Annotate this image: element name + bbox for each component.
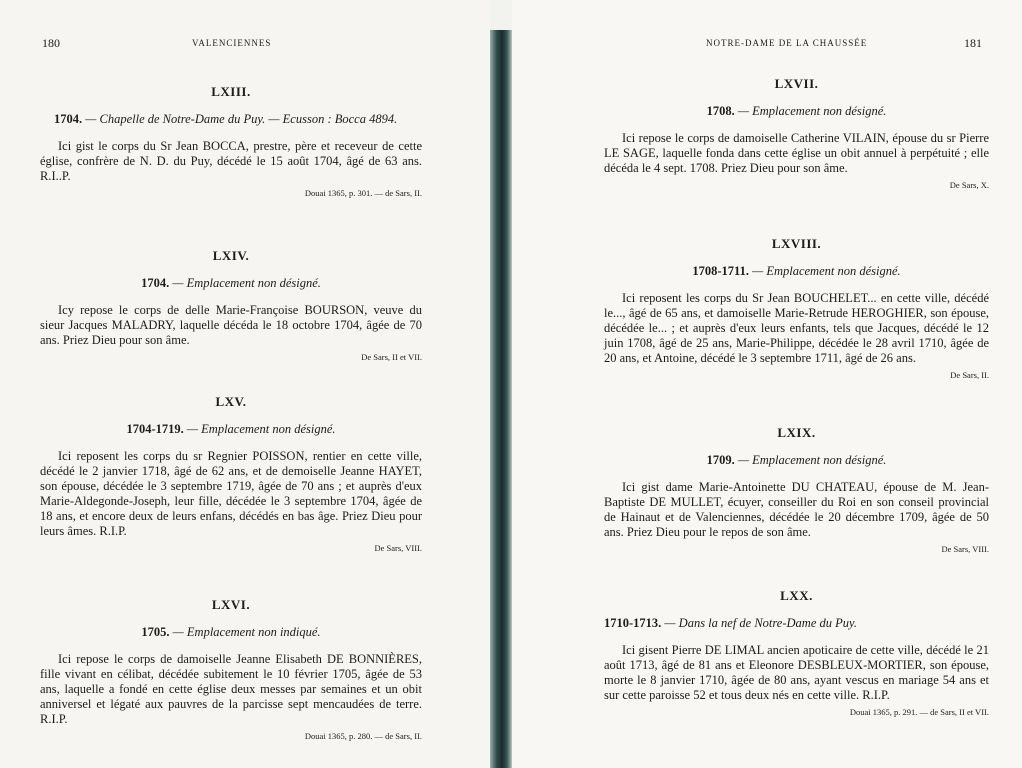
running-head-left: VALENCIENNES: [192, 38, 272, 48]
entry-number: LXIV.: [212, 248, 250, 263]
epitaph-entry: [40, 394, 422, 553]
page-number-left: 180: [42, 36, 60, 50]
epitaph-entry: [604, 425, 989, 554]
entry-text: Ici gisent Pierre DE LIMAL ancien apoticaire de cette ville, décédé le 21 août 1713, âgé de 81 ans et Eleonore DESBLEUX-MORTIER, son épouse, morte le 8 janvier 1710, âgée de 80 ans, ayant vescus en mariage 54 ans et sur cette paroisse 52 et tous deux nés en cette ville. R.I.P.: [604, 643, 989, 702]
entry-heading: 1709. — Emplacement non désigné.: [706, 453, 887, 467]
entry-source: Douai 1365, p. 280. — de Sars, II.: [304, 731, 422, 741]
epitaph-entry: [40, 248, 422, 362]
book-gutter: [490, 30, 512, 768]
entry-text: Ici gist le corps du Sr Jean BOCCA, prestre, père et receveur de cette église, confrère de N. D. du Puy, décédé le 15 août 1704, âgé de 63 ans. R.I..P.: [40, 139, 422, 183]
entry-number: LXIII.: [211, 84, 251, 99]
entry-source: De Sars, X.: [949, 180, 989, 190]
entry-source: Douai 1365, p. 301. — de Sars, II.: [304, 188, 422, 198]
entry-text: Ici reposent les corps du sr Regnier POISSON, rentier en cette ville, décédé le 2 janvier 1718, âgé de 62 ans, et de demoiselle Jeanne HAYET, son épouse, décédée le 3 septembre 1719, âgée de 70 ans ; et auprès d'eux Marie-Aldegonde-Joseph, leur fille, décédée le 3 septembre 1704, âgée de 18 ans, et encore deux de leurs enfans, décédés en bas âge. Priez Dieu pour leurs âmes. R.I.P.: [40, 449, 422, 538]
gutter-top: [490, 0, 512, 30]
page-number-right: 181: [964, 36, 982, 50]
entry-text: Icy repose le corps de delle Marie-Françoise BOURSON, veuve du sieur Jacques MALADRY, laquelle décéda le 18 octobre 1704, âgée de 70 ans. Priez Dieu pour son âme.: [40, 303, 422, 347]
epitaph-entry: [604, 588, 989, 717]
entry-text: Ici reposent les corps du Sr Jean BOUCHELET... en cette ville, décédé le..., âgé de 65 ans, et damoiselle Marie-Retrude HEROGHIER, son épouse, décédée le... ; et auprès d'eux leurs enfants, tels que Jacques, décédé le 12 juin 1708, âgé de 25 ans, Marie-Philippe, décédée le 28 avril 1710, âgée de 20 ans, et Antoine, décédé le 3 septembre 1711, âgé de 26 ans.: [604, 291, 989, 365]
entry-heading: 1704-1719. — Emplacement non désigné.: [126, 422, 336, 436]
entry-source: De Sars, II et VII.: [361, 352, 422, 362]
entry-text: Ici repose le corps de damoiselle Jeanne Elisabeth DE BONNIÈRES, fille vivant en célibat, décédée subitement le 10 février 1705, âgée de 53 ans, laquelle a fondé en cette église deux messes par semaines et un obit anniversel et légaté aux pauvres de la parcisse sept mencaudées de terre. R.I.P.: [40, 652, 422, 726]
epitaph-entry: [604, 76, 989, 190]
epitaph-entry: [40, 597, 422, 741]
epitaph-entry: [40, 84, 422, 198]
entry-number: LXIX.: [777, 425, 816, 440]
right-page: [512, 0, 1022, 768]
running-head-right: NOTRE-DAME DE LA CHAUSSÉE: [706, 38, 868, 48]
entry-heading: 1704. — Emplacement non désigné.: [141, 276, 321, 290]
entry-number: LXVIII.: [771, 236, 822, 251]
entry-number: LXV.: [215, 394, 247, 409]
entry-heading: 1708. — Emplacement non désigné.: [706, 104, 887, 118]
entry-source: Douai 1365, p. 291. — de Sars, II et VII.: [849, 707, 989, 717]
entry-source: De Sars, VIII.: [374, 543, 422, 553]
epitaph-entry: [604, 236, 989, 380]
entry-number: LXX.: [780, 588, 813, 603]
entry-source: De Sars, VIII.: [941, 544, 989, 554]
entry-number: LXVII.: [774, 76, 819, 91]
entry-source: De Sars, II.: [950, 370, 989, 380]
left-page: [0, 0, 490, 768]
entry-text: Ici gist dame Marie-Antoinette DU CHATEAU, épouse de M. Jean-Baptiste DE MULLET, écuyer, conseiller du Roi en son conseil provincial de Hainaut et de Valenciennes, décédée le 20 décembre 1709, âgée de 50 ans. Priez Dieu pour le repos de son âme.: [604, 480, 989, 539]
entry-number: LXVI.: [211, 597, 251, 612]
entry-text: Ici repose le corps de damoiselle Catherine VILAIN, épouse du sr Pierre LE SAGE, laquelle fonda dans cette église un obit annuel à perpétuité ; elle décéda le 4 sept. 1708. Priez Dieu pour son âme.: [604, 131, 989, 175]
entry-heading: 1708-1711. — Emplacement non désigné.: [692, 264, 901, 278]
entry-heading: 1704. — Chapelle de Notre-Dame du Puy. — Ecusson : Bocca 4894.: [54, 112, 398, 126]
entry-heading: 1710-1713. — Dans la nef de Notre-Dame du Puy.: [604, 616, 857, 630]
entry-heading: 1705. — Emplacement non indiqué.: [141, 625, 321, 639]
